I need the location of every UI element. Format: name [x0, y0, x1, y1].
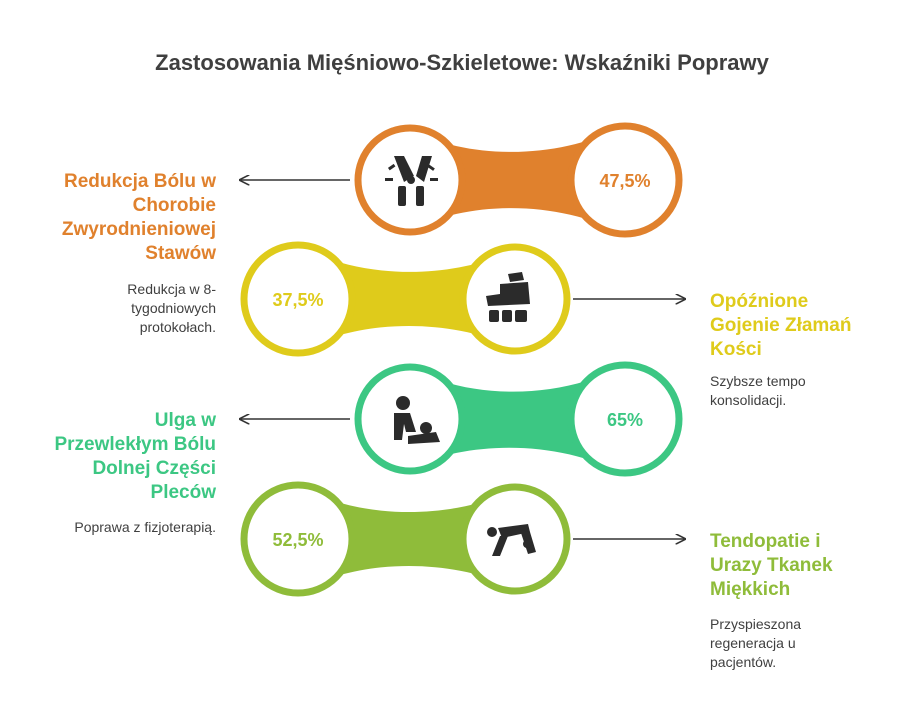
value-label: 37,5%: [272, 290, 324, 310]
icon-circle: [463, 487, 567, 591]
heading-tendinopathy: Tendopatie i Urazy Tkanek Miękkich: [710, 531, 833, 600]
value-label: 47,5%: [599, 171, 651, 191]
value-label: 65%: [606, 410, 644, 430]
row-back-pain: [240, 365, 679, 475]
description-back-pain: Poprawa z fizjoterapią.: [74, 519, 216, 535]
value-label: 52,5%: [272, 530, 324, 550]
row-fracture-healing: [244, 245, 685, 353]
row-knee-pain: [240, 125, 679, 235]
heading-knee-pain: Redukcja Bólu w Chorobie Zwyrodnieniowej Stawów: [61, 171, 216, 264]
heading-back-pain: Ulga w Przewlekłym Bólu Dolnej Części Pleców: [54, 410, 216, 503]
row-tendinopathy: [244, 485, 685, 593]
page-title: Zastosowania Mięśniowo-Szkieletowe: Wskaźniki Poprawy: [155, 50, 769, 75]
description-fracture-healing: Szybsze tempo konsolidacji.: [710, 373, 806, 408]
description-knee-pain: Redukcja w 8-tygodniowych protokołach.: [127, 281, 216, 335]
heading-fracture-healing: Opóźnione Gojenie Złamań Kości: [710, 291, 852, 360]
description-tendinopathy: Przyspieszona regeneracja u pacjentów.: [710, 616, 802, 670]
